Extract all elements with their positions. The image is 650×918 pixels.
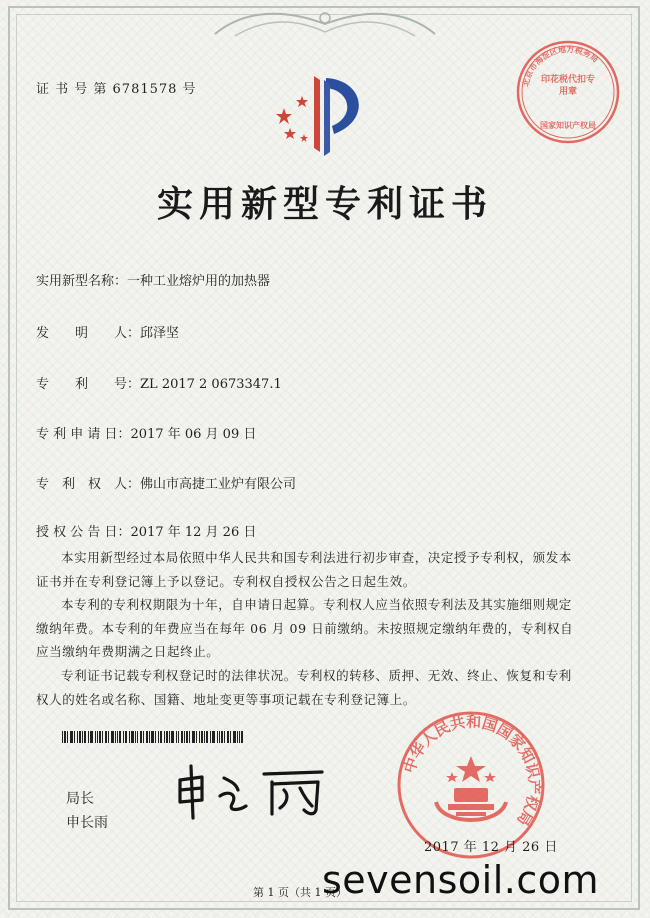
field-value: 2017 年 06 月 09 日: [130, 427, 257, 442]
handwritten-signature-icon: [172, 760, 334, 822]
body-paragraph: 本专利的专利权期限为十年，自申请日起算。专利权人应当依照专利法及其实施细则规定缴纳年费。本专利的年费应当在每年 06 月 09 日前缴纳。未按照规定缴纳年费的，专利权自应当缴纳年费期满之日起终止。: [36, 597, 574, 660]
field-label: 专 利 号：: [36, 377, 141, 392]
field-patentee: [36, 473, 296, 492]
stamp-ring-text: 北京市海淀区地方税务局: [520, 43, 601, 88]
field-label: 授 权 公 告 日：: [36, 525, 131, 540]
stamp-bottom-text: 国家知识产权局: [540, 120, 596, 130]
tax-stamp-icon: [514, 38, 622, 146]
issue-date: 2017 年 12 月 26 日: [424, 840, 558, 855]
field-label: 专 利 申 请 日：: [36, 427, 131, 442]
body-paragraph: 专利证书记载专利权登记时的法律状况。专利权的转移、质押、无效、终止、恢复和专利权人的姓名或名称、国籍、地址变更等事项记载在专利登记簿上。: [36, 667, 572, 707]
seal-ring-text: 中华人民共和国国家知识产权局: [400, 712, 544, 829]
field-application-date: [36, 423, 256, 442]
body-paragraph: 本实用新型经过本局依照中华人民共和国专利法进行初步审查，决定授予专利权，颁发本证书并在专利登记簿上予以登记。专利权自授权公告之日起生效。: [36, 550, 572, 589]
field-grant-date: [36, 521, 256, 540]
field-patent-number: [36, 373, 282, 392]
stamp-center-text: 印花税代扣专用章: [540, 75, 595, 97]
top-ornament-icon: [205, 4, 445, 44]
signatory-name: 申长雨: [66, 815, 108, 831]
signatory-role: 局长: [66, 791, 94, 807]
field-label: 发 明 人：: [36, 326, 141, 341]
barcode-icon: [62, 731, 244, 743]
patent-office-logo-icon: [268, 68, 380, 160]
field-label: 专 利 权 人：: [36, 477, 141, 492]
field-value: 一种工业熔炉用的加热器: [127, 274, 271, 289]
field-value: ZL 2017 2 0673347.1: [140, 377, 282, 392]
field-inventor: [36, 322, 179, 341]
field-label: 实用新型名称：: [36, 274, 128, 289]
certificate-body: [36, 546, 581, 711]
page-number: 第 1 页（共 1 页）: [253, 886, 347, 899]
field-value: 邱泽坚: [140, 326, 180, 341]
site-watermark: sevensoil.com: [322, 858, 600, 902]
certificate-title: 实用新型专利证书: [156, 183, 493, 225]
certificate-number: 证 书 号 第 6781578 号: [36, 82, 197, 97]
field-utility-model-name: [36, 270, 270, 289]
field-value: 2017 年 12 月 26 日: [130, 525, 257, 540]
field-value: 佛山市高捷工业炉有限公司: [140, 477, 297, 492]
